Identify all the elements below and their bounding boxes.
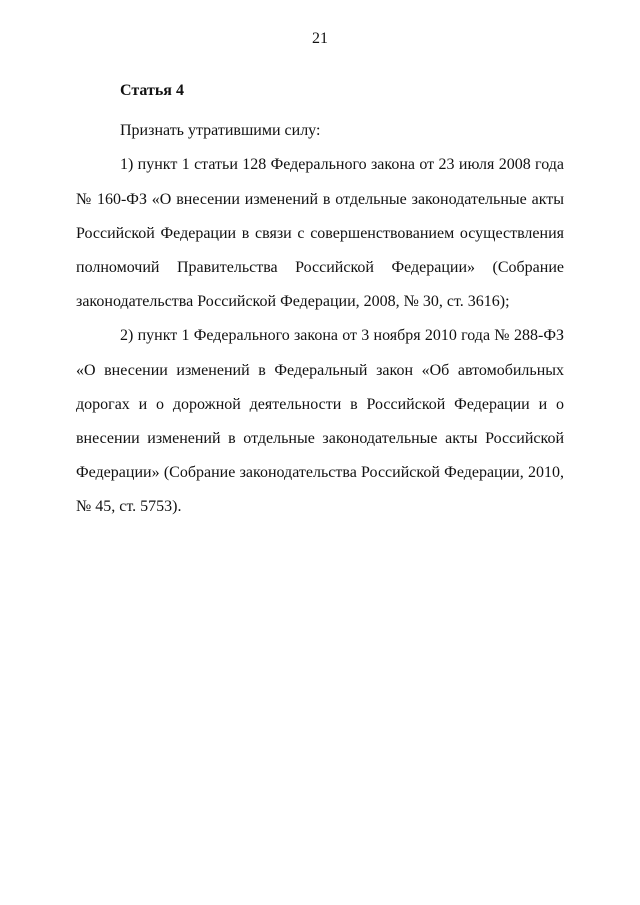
article-heading: Статья 4: [120, 82, 184, 99]
article-body: [76, 74, 564, 525]
page-number: 21: [312, 30, 328, 47]
article-item-2: 2) пункт 1 Федерального закона от 3 ноября 2010 года № 288-ФЗ «О внесении изменений в Федеральный закон «Об автомобильных дорогах и о дорожной деятельности в Российской Федерации и о внесении изменений в отдельные законодательные акты Российской Федерации» (Собрание законодательства Российской Федерации, 2010, № 45, ст. 5753).: [76, 327, 564, 516]
article-intro: Признать утратившими силу:: [120, 122, 321, 140]
article-item-1: 1) пункт 1 статьи 128 Федерального закона от 23 июля 2008 года № 160-ФЗ «О внесении изменений в отдельные законодательные акты Российской Федерации в связи с совершенствованием осуществления полномочий Правительства Российской Федерации» (Собрание законодательства Российской Федерации, 2008, № 30, ст. 3616);: [76, 156, 564, 311]
